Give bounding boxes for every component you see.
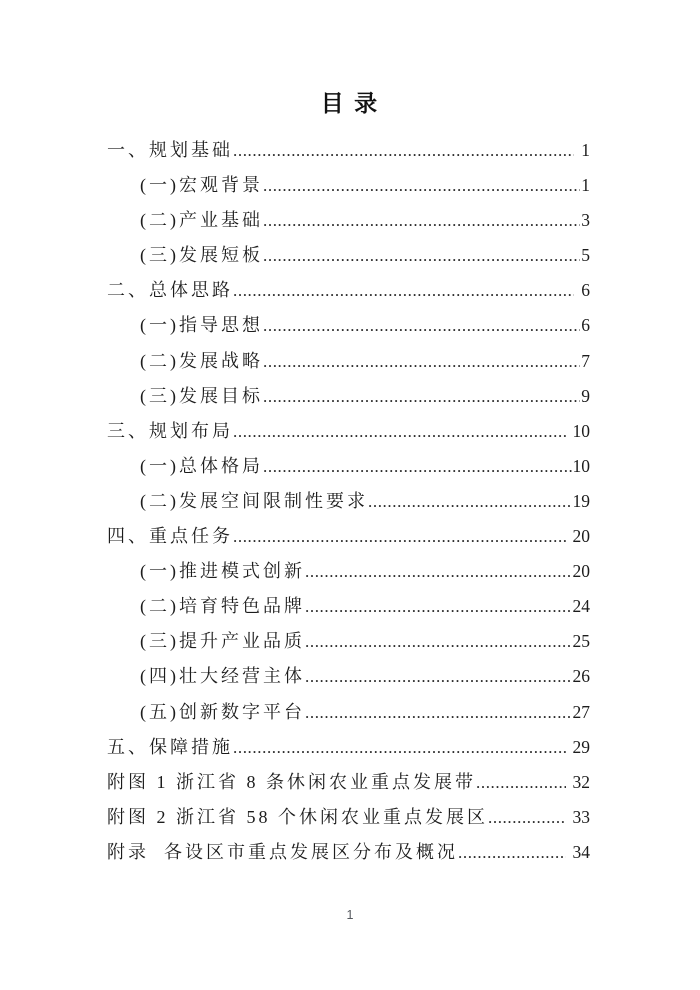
dot-leader [305, 554, 572, 589]
toc-entry-page: 6 [581, 280, 590, 301]
dot-leader [263, 238, 580, 273]
toc-entry-page: 29 [572, 736, 590, 757]
toc-entry[interactable] [107, 765, 590, 800]
dot-leader [233, 414, 566, 449]
toc-entry[interactable] [107, 238, 590, 273]
toc-entry-page: 19 [572, 490, 590, 511]
page-title: 目 录 [320, 90, 380, 116]
toc-entry-label: (一)宏观背景 [140, 175, 263, 196]
toc-entry-label: (二)产业基础 [140, 210, 263, 231]
toc-entry-label: (三)发展目标 [140, 385, 263, 406]
toc-entry[interactable] [107, 379, 590, 414]
toc-entry-label: 附图 2 浙江省 58 个休闲农业重点发展区 [107, 806, 488, 827]
toc-entry-page: 24 [572, 596, 590, 617]
toc-entry-label: (一)指导思想 [140, 315, 263, 336]
dot-leader [233, 730, 566, 765]
toc-entry-label: 四、重点任务 [107, 526, 233, 547]
toc-entry-page: 1 [581, 175, 590, 196]
toc-entry[interactable] [107, 273, 590, 308]
toc-entry[interactable] [107, 449, 590, 484]
toc-entry-page: 3 [581, 210, 590, 231]
toc-entry-page: 7 [581, 350, 590, 371]
toc-entry-label: (五)创新数字平台 [140, 701, 305, 722]
toc-list [107, 133, 590, 870]
dot-leader [368, 484, 572, 519]
dot-leader [233, 133, 574, 168]
dot-leader [263, 379, 580, 414]
toc-entry[interactable] [107, 308, 590, 343]
dot-leader [263, 203, 580, 238]
toc-entry[interactable] [107, 800, 590, 835]
toc-entry[interactable] [107, 344, 590, 379]
toc-entry[interactable] [107, 554, 590, 589]
toc-entry-page: 33 [572, 806, 590, 827]
toc-entry-page: 32 [572, 771, 590, 792]
toc-entry[interactable] [107, 730, 590, 765]
toc-entry-label: (三)提升产业品质 [140, 631, 305, 652]
toc-entry-page: 25 [572, 631, 590, 652]
toc-entry[interactable] [107, 168, 590, 203]
dot-leader [488, 800, 566, 835]
toc-entry-page: 34 [572, 841, 590, 862]
toc-entry-page: 5 [581, 245, 590, 266]
toc-entry-label: 附图 1 浙江省 8 条休闲农业重点发展带 [107, 771, 476, 792]
toc-entry-page: 10 [572, 455, 590, 476]
dot-leader [233, 273, 574, 308]
toc-entry-label: 五、保障措施 [107, 736, 233, 757]
toc-entry-page: 27 [572, 701, 590, 722]
toc-entry-label: (三)发展短板 [140, 245, 263, 266]
toc-entry[interactable] [107, 484, 590, 519]
toc-entry-page: 26 [572, 666, 590, 687]
toc-entry[interactable] [107, 589, 590, 624]
toc-entry-page: 20 [572, 561, 590, 582]
dot-leader [263, 449, 572, 484]
toc-entry-page: 10 [572, 420, 590, 441]
toc-entry-label: (一)推进模式创新 [140, 561, 305, 582]
dot-leader [305, 695, 572, 730]
toc-entry[interactable] [107, 414, 590, 449]
toc-entry-label: (二)发展战略 [140, 350, 263, 371]
toc-entry-label: 三、规划布局 [107, 420, 233, 441]
toc-entry-page: 6 [581, 315, 590, 336]
page-number: 1 [346, 908, 354, 922]
toc-entry[interactable] [107, 203, 590, 238]
toc-entry[interactable] [107, 695, 590, 730]
dot-leader [305, 659, 572, 694]
dot-leader [476, 765, 566, 800]
toc-entry-label: 附录 各设区市重点发展区分布及概况 [107, 841, 458, 862]
dot-leader [263, 308, 580, 343]
toc-entry-page: 20 [572, 526, 590, 547]
dot-leader [458, 835, 566, 870]
dot-leader [233, 519, 566, 554]
dot-leader [263, 168, 580, 203]
toc-entry[interactable] [107, 659, 590, 694]
toc-entry-label: (一)总体格局 [140, 455, 263, 476]
toc-entry-label: 一、规划基础 [107, 140, 233, 160]
toc-entry-label: 二、总体思路 [107, 280, 233, 301]
toc-entry[interactable] [107, 624, 590, 659]
dot-leader [305, 589, 572, 624]
dot-leader [263, 344, 580, 379]
toc-entry[interactable] [107, 133, 590, 168]
toc-entry[interactable] [107, 519, 590, 554]
toc-entry-page: 9 [581, 385, 590, 406]
toc-entry-page: 1 [581, 140, 590, 160]
toc-entry-label: (四)壮大经营主体 [140, 666, 305, 687]
toc-entry-label: (二)发展空间限制性要求 [140, 490, 368, 511]
toc-entry-label: (二)培育特色品牌 [140, 596, 305, 617]
toc-entry[interactable] [107, 835, 590, 870]
dot-leader [305, 624, 572, 659]
